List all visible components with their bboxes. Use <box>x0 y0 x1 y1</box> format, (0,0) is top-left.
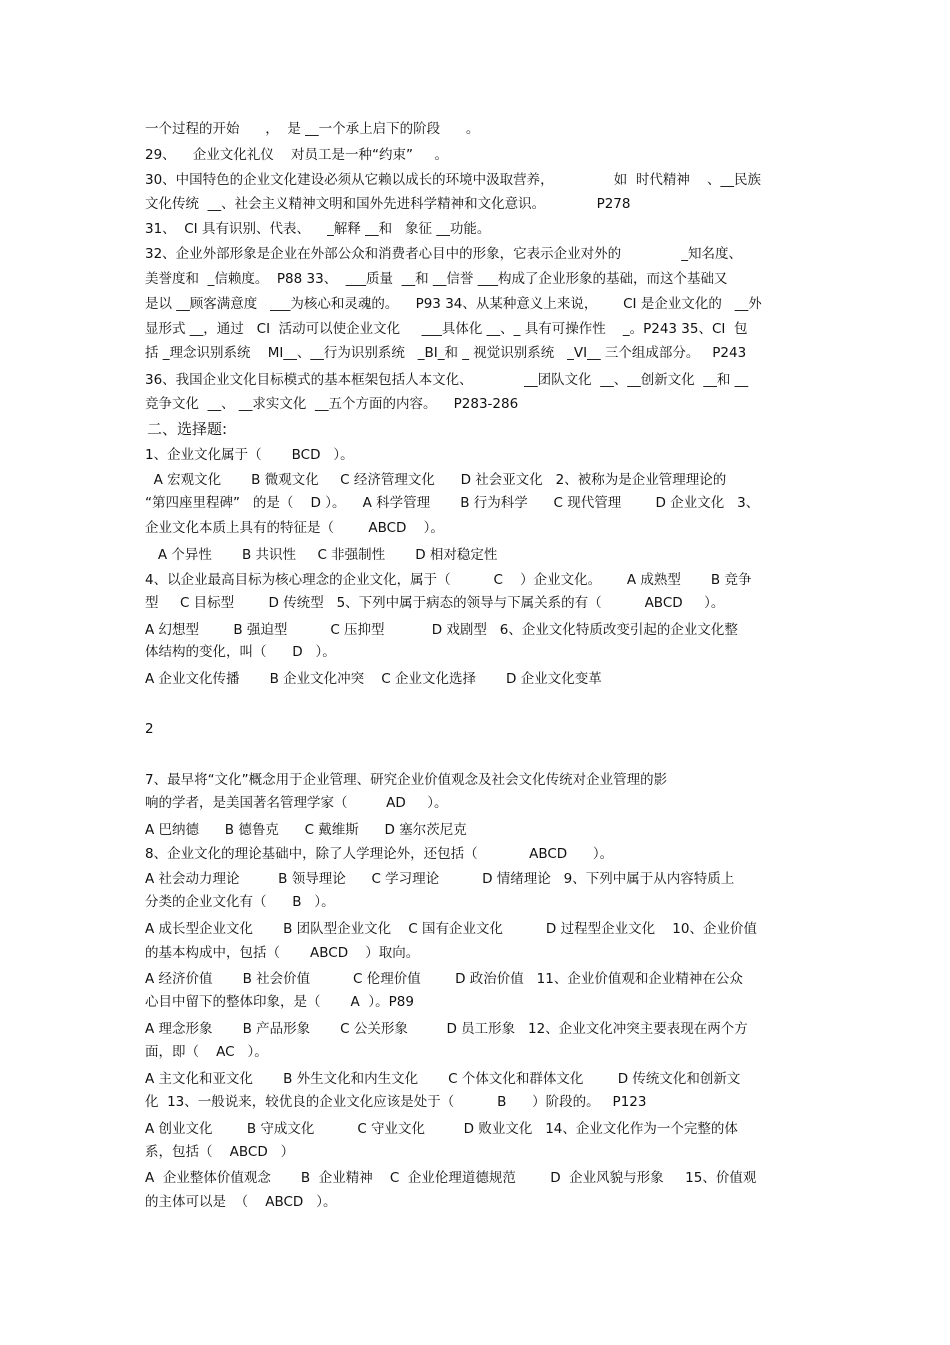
text-line: A 社会动力理论 B 领导理论 C 学习理论 D 情绪理论 9、下列中属于从内容特质上 <box>145 871 735 887</box>
text-line: 32、企业外部形象是企业在外部公众和消费者心目中的形象，它表示企业对外的 _知名度、 <box>145 246 743 262</box>
text-line: 显形式 __，通过 CI 活动可以使企业文化 ___具体化 __、_ 具有可操作性 _。P243 35、CI 包 <box>145 321 748 337</box>
text-line: 的主体可以是 （ ABCD ）。 <box>145 1194 337 1210</box>
text-line: A 宏观文化 B 微观文化 C 经济管理文化 D 社会亚文化 2、被称为是企业管理理论的 <box>145 472 727 488</box>
text-line: 系，包括（ ABCD ） <box>145 1144 295 1160</box>
text-line: 7、最早将“文化”概念用于企业管理、研究企业价值观念及社会文化传统对企业管理的影 <box>145 772 668 788</box>
text-line: 文化传统 __、社会主义精神文明和国外先进科学精神和文化意识。 P278 <box>145 196 631 212</box>
text-line: A 理念形象 B 产品形象 C 公关形象 D 员工形象 12、企业文化冲突主要表现在两个方 <box>145 1021 748 1037</box>
text-line: A 幻想型 B 强迫型 C 压抑型 D 戏剧型 6、企业文化特质改变引起的企业文化整 <box>145 622 738 638</box>
text-line: 型 C 目标型 D 传统型 5、下列中属于病态的领导与下属关系的有（ ABCD ）。 <box>145 595 725 611</box>
text-line: A 创业文化 B 守成文化 C 守业文化 D 败业文化 14、企业文化作为一个完整的体 <box>145 1121 738 1137</box>
text-line: 美誉度和 _信赖度。 P88 33、 ___质量 __和 __信誉 ___构成了企业形象的基础，而这个基础又 <box>145 271 728 287</box>
text-line: 31、 CI 具有识别、代表、 _解释 __和 象征 __功能。 <box>145 221 491 237</box>
text-line: 化 13、一般说来，较优良的企业文化应该是处于（ B ）阶段的。 P123 <box>145 1094 647 1110</box>
text-line: 企业文化本质上具有的特征是（ ABCD ）。 <box>145 520 444 536</box>
text-line: 4、以企业最高目标为核心理念的企业文化，属于（ C ）企业文化。 A 成熟型 B 竞争 <box>145 572 752 588</box>
text-line: 一个过程的开始 ， 是 __一个承上启下的阶段 。 <box>145 121 480 137</box>
text-line: 括 _理念识别系统 MI__、__行为识别系统 _BI_和 _ 视觉识别系统 _VI__ 三个组成部分。 P243 <box>145 345 747 361</box>
text-line: A 主文化和亚文化 B 外生文化和内生文化 C 个体文化和群体文化 D 传统文化和创新文 <box>145 1071 741 1087</box>
text-line: A 巴纳德 B 德鲁克 C 戴维斯 D 塞尔茨尼克 <box>145 822 467 838</box>
text-line: 1、企业文化属于（ BCD ）。 <box>145 447 354 463</box>
text-line: 心目中留下的整体印象，是（ A ）。P89 <box>145 994 414 1010</box>
text-line: 8、企业文化的理论基础中，除了人学理论外，还包括（ ABCD ）。 <box>145 846 614 862</box>
page-number: 2 <box>145 721 154 737</box>
text-line: 30、中国特色的企业文化建设必须从它赖以成长的环境中汲取营养， 如 时代精神 、__民族 <box>145 172 762 188</box>
text-line: 竞争文化 __、 __求实文化 __五个方面的内容。 P283-286 <box>145 396 519 412</box>
text-line: A 经济价值 B 社会价值 C 伦理价值 D 政治价值 11、企业价值观和企业精神在公众 <box>145 971 743 987</box>
text-line: A 个异性 B 共识性 C 非强制性 D 相对稳定性 <box>145 547 498 563</box>
text-line: 的基本构成中，包括（ ABCD ）取向。 <box>145 945 420 961</box>
text-line: A 企业整体价值观念 B 企业精神 C 企业伦理道德规范 D 企业风貌与形象 15、价值观 <box>145 1170 757 1186</box>
text-line: 面，即（ AC ）。 <box>145 1044 268 1060</box>
section-heading: 二、选择题: <box>147 420 228 438</box>
text-line: 是以 __顾客满意度 ___为核心和灵魂的。 P93 34、从某种意义上来说， CI 是企业文化的 __外 <box>145 296 762 312</box>
text-line: 29、 企业文化礼仪 对员工是一种“约束” 。 <box>145 147 448 163</box>
text-line: 分类的企业文化有（ B ）。 <box>145 894 335 910</box>
text-line: A 企业文化传播 B 企业文化冲突 C 企业文化选择 D 企业文化变革 <box>145 671 602 687</box>
text-line: 响的学者，是美国著名管理学家（ AD ）。 <box>145 795 448 811</box>
text-line: A 成长型企业文化 B 团队型企业文化 C 国有企业文化 D 过程型企业文化 10、企业价值 <box>145 921 757 937</box>
text-line: 36、我国企业文化目标模式的基本框架包括人本文化、 __团队文化 __、__创新文化 __和 __ <box>145 372 749 388</box>
text-line: “第四座里程碑” 的是（ D ）。 A 科学管理 B 行为科学 C 现代管理 D 企业文化 3、 <box>145 495 760 511</box>
text-line: 体结构的变化，叫（ D ）。 <box>145 644 336 660</box>
